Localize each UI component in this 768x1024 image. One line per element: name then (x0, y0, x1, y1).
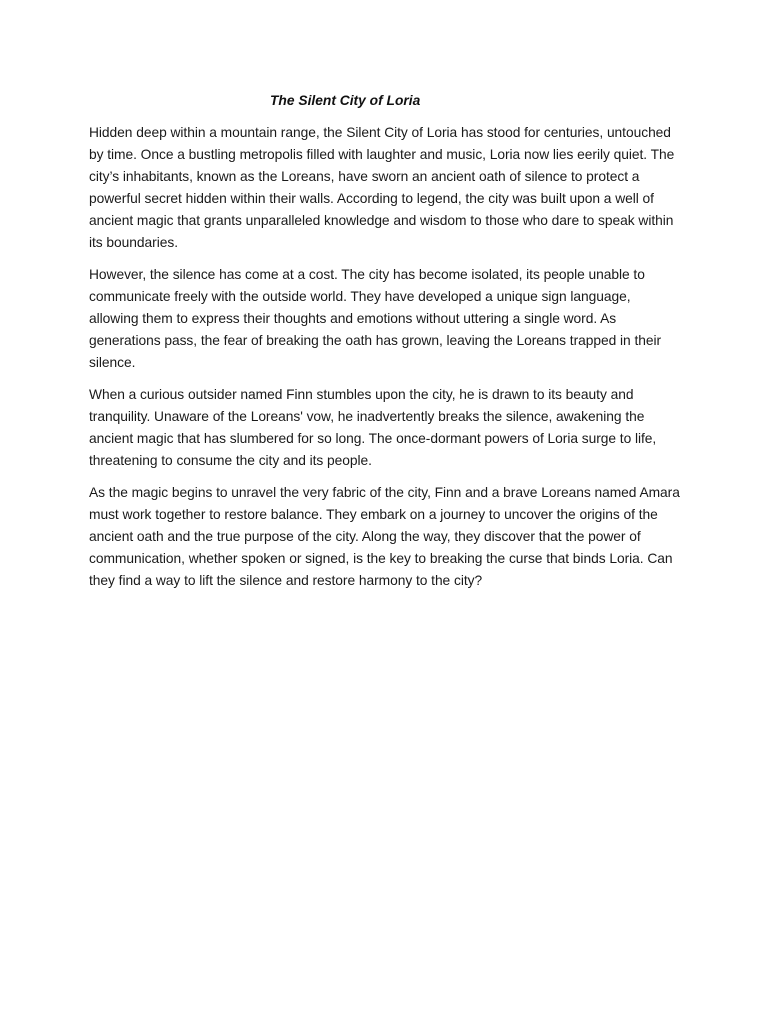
document-title: The Silent City of Loria (270, 93, 421, 108)
paragraph-3: When a curious outsider named Finn stumbles upon the city, he is drawn to its beauty and tranquility. Unaware of the Loreans' vow, he inadvertently breaks the silence, awakening the ancient magic that has slumbered for so long. The once-dormant powers of Loria surge to life, threatening to consume the city and its people. (89, 387, 657, 468)
document-body (89, 122, 681, 602)
paragraph-4: As the magic begins to unravel the very fabric of the city, Finn and a brave Loreans named Amara must work together to restore balance. They embark on a journey to uncover the origins of the ancient oath and the true purpose of the city. Along the way, they discover that the power of communication, whether spoken or signed, is the key to breaking the curse that binds Loria. Can they find a way to lift the silence and restore harmony to the city? (89, 485, 680, 588)
paragraph-2: However, the silence has come at a cost. The city has become isolated, its people unable to communicate freely with the outside world. They have developed a unique sign language, allowing them to express their thoughts and emotions without uttering a single word. As generations pass, the fear of breaking the oath has grown, leaving the Loreans trapped in their silence. (89, 267, 662, 370)
paragraph-1: Hidden deep within a mountain range, the Silent City of Loria has stood for centuries, untouched by time. Once a bustling metropolis filled with laughter and music, Loria now lies eerily quiet. The city’s inhabitants, known as the Loreans, have sworn an ancient oath of silence to protect a powerful secret hidden within their walls. According to legend, the city was built upon a well of ancient magic that grants unparalleled knowledge and wisdom to those who dare to speak within its boundaries. (89, 125, 675, 250)
